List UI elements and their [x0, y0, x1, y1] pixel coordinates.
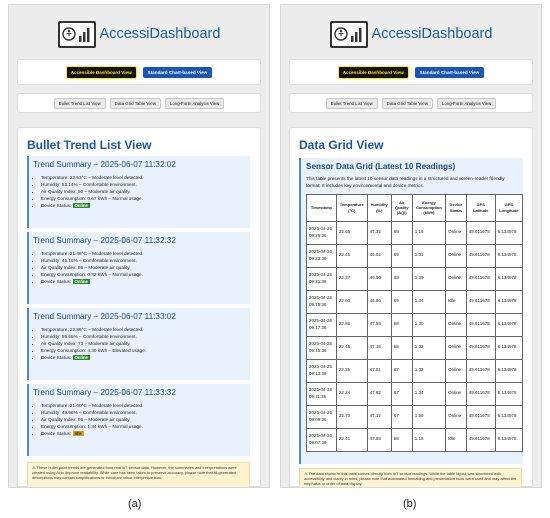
caption-b: (b)	[403, 498, 417, 510]
trend-item: • Humidity: 45.15% – Comfortable environment.	[41, 257, 250, 264]
trend-item: • Temperature: 21.48°C – Moderate level detected.	[41, 250, 250, 257]
table-cell: 47.32	[367, 221, 391, 244]
table-row	[307, 244, 523, 267]
table-cell: 68	[391, 336, 412, 359]
table-cell: 6.134978	[495, 290, 522, 313]
table-cell: 69	[391, 244, 412, 267]
accessible-view-button[interactable]: Accessible Dashboard View	[66, 66, 137, 79]
table-cell: 22.60	[336, 290, 367, 313]
data-notice: ⚠ The data shown in this table comes directly from IoT sensor readings. While the table layout was structured with accessibility and clarity in mind, please note that automated formatting and presentation tools were used and may affect the emphasis or order of data display.	[299, 468, 522, 488]
trend-item: • Temperature: 22.53°C – Moderate level detected.	[41, 174, 250, 181]
column-header: Air Quality (AQI)	[391, 194, 412, 221]
tab-bullet-trend[interactable]: Bullet Trend List View	[54, 98, 106, 109]
table-cell: Idle	[446, 290, 467, 313]
table-cell: 2025-04-26 09:09:36	[307, 405, 337, 428]
dashboard-logo-icon	[330, 21, 368, 48]
trend-status: • Device Status: Online	[41, 278, 250, 285]
panel-bullet-view	[8, 4, 270, 488]
table-cell: 47.55	[367, 313, 391, 336]
table-cell: 6.134978	[495, 221, 522, 244]
trend-item: • Energy Consumption: 1.34 kWh – Normal usage.	[41, 423, 250, 430]
column-header: Humidity (%)	[367, 194, 391, 221]
table-cell: 49.611678	[466, 382, 495, 405]
table-cell: 49.611678	[466, 267, 495, 290]
tab-long-form[interactable]: Long-Form Analysis View	[437, 98, 496, 109]
table-cell: 2025-04-26 09:11:36	[307, 382, 337, 405]
page-title: Bullet Trend List View	[27, 138, 152, 152]
trend-item: • Energy Consumption: 4.30 kWh – Elevated usage.	[41, 347, 250, 354]
table-cell: 49.611678	[466, 336, 495, 359]
trend-item: • Humidity: 49.96% – Comfortable environment.	[41, 409, 250, 416]
trend-item: • Air Quality Index: 73 – Moderate air quality.	[41, 340, 250, 347]
table-cell: 6.134978	[495, 336, 522, 359]
table-cell: Online	[446, 244, 467, 267]
panel-grid-view	[280, 4, 542, 488]
table-cell: 46.96	[367, 290, 391, 313]
table-cell: 49.611678	[466, 313, 495, 336]
trend-status: • Device Status: Online	[41, 202, 250, 209]
table-cell: 2025-04-26 09:23:36	[307, 244, 337, 267]
table-cell: 49.611678	[466, 359, 495, 382]
trend-card	[27, 232, 250, 304]
table-row	[307, 267, 523, 290]
trend-card	[27, 156, 250, 228]
subview-tabs	[289, 93, 533, 113]
subview-tabs	[17, 93, 261, 113]
table-cell: 49.611678	[466, 428, 495, 451]
status-badge: Idle	[74, 431, 82, 437]
trend-title: Trend Summary – 2025-06-07 11:32:02	[33, 160, 176, 169]
table-cell: 46.50	[367, 267, 391, 290]
table-cell: 6.134978	[495, 405, 522, 428]
table-cell: 1.39	[412, 267, 445, 290]
table-cell: 2025-04-26 09:17:36	[307, 313, 337, 336]
data-grid-card	[299, 158, 523, 464]
table-cell: 2025-04-26 09:13:36	[307, 359, 337, 382]
bullet-view-content	[17, 127, 261, 487]
table-cell: 47.12	[367, 405, 391, 428]
table-cell: 46.02	[367, 244, 391, 267]
column-header: Device Status	[446, 194, 467, 221]
trend-card	[27, 384, 250, 456]
trend-status: • Device Status: Idle	[41, 430, 250, 437]
table-cell: 1.34	[412, 382, 445, 405]
table-cell: 1.59	[412, 405, 445, 428]
column-header: Temperature (°C)	[336, 194, 367, 221]
tab-long-form[interactable]: Long-Form Analysis View	[165, 98, 224, 109]
caption-a: (a)	[128, 498, 142, 510]
table-cell: 1.33	[412, 359, 445, 382]
table-cell: Online	[446, 405, 467, 428]
table-cell: Online	[446, 267, 467, 290]
table-cell: 68	[391, 313, 412, 336]
trend-title: Trend Summary – 2025-06-07 11:32:32	[33, 236, 176, 245]
table-row	[307, 382, 523, 405]
standard-view-button[interactable]: Standard Chart-based View	[415, 67, 485, 78]
status-badge: Online	[74, 203, 88, 209]
table-row	[307, 405, 523, 428]
table-cell: 22.37	[336, 267, 367, 290]
table-cell: 22.70	[336, 405, 367, 428]
accessible-view-button[interactable]: Accessible Dashboard View	[338, 66, 409, 79]
table-cell: Online	[446, 313, 467, 336]
column-header: GPS Longitude	[495, 194, 522, 221]
trend-item: • Energy Consumption: 0.67 kWh – Normal usage.	[41, 195, 250, 202]
table-cell: 6.134978	[495, 428, 522, 451]
table-cell: 1.34	[412, 290, 445, 313]
table-cell: 1.31	[412, 244, 445, 267]
table-row	[307, 336, 523, 359]
table-cell: 1.30	[412, 313, 445, 336]
table-cell: Idle	[446, 428, 467, 451]
app-logo	[281, 15, 541, 53]
status-badge: Online	[74, 355, 88, 361]
status-badge: Online	[74, 279, 88, 285]
table-cell: Online	[446, 221, 467, 244]
table-cell: 49.611678	[466, 244, 495, 267]
trend-item: • Humidity: 55.55% – Comfortable environment.	[41, 333, 250, 340]
table-cell: 47.68	[367, 428, 391, 451]
table-cell: 49.611678	[466, 290, 495, 313]
table-cell: 68	[391, 267, 412, 290]
tab-data-grid[interactable]: Data Grid Table View	[382, 98, 433, 109]
trend-item: • Air Quality Index: 90 – Moderate air quality.	[41, 188, 250, 195]
grid-view-content	[289, 127, 533, 487]
table-cell: 22.41	[336, 428, 367, 451]
trend-title: Trend Summary – 2025-06-07 11:33:02	[33, 312, 176, 321]
table-cell: 1.16	[412, 221, 445, 244]
table-cell: 6.134978	[495, 313, 522, 336]
table-cell: 67	[391, 405, 412, 428]
table-row	[307, 428, 523, 451]
table-cell: 6.134978	[495, 359, 522, 382]
trend-card	[27, 308, 250, 380]
table-cell: 1.32	[412, 336, 445, 359]
table-row	[307, 290, 523, 313]
app-logo	[9, 15, 269, 53]
column-header: Timestamp	[307, 194, 337, 221]
table-cell: 47.81	[367, 359, 391, 382]
grid-description: This table presents the latest 10 sensor data readings in a structured and screen-reader friendly format. It includes key environmental and device metrics.	[306, 176, 505, 188]
trend-item: • Energy Consumption: 0.32 kWh – Normal usage.	[41, 271, 250, 278]
table-cell: 6.134978	[495, 382, 522, 405]
table-cell: 22.48	[336, 336, 367, 359]
table-cell: 22.86	[336, 313, 367, 336]
table-row	[307, 359, 523, 382]
trend-item: • Air Quality Index: 86 – Moderate air quality.	[41, 264, 250, 271]
sensor-data-table	[306, 194, 523, 452]
table-cell: Online	[446, 336, 467, 359]
table-body	[307, 221, 523, 451]
column-header: Energy Consumption (kWh)	[412, 194, 445, 221]
table-cell: 2025-04-26 09:19:36	[307, 290, 337, 313]
view-switcher	[17, 59, 261, 85]
table-cell: 69	[391, 290, 412, 313]
page-title: Data Grid View	[299, 138, 384, 152]
table-row	[307, 313, 523, 336]
ai-notice: ⚠ These bullet point trends are generated from real IoT sensor data. However, the summaries and interpretations were created using AI to improve readability. While care has been taken to preserve accuracy, please note that AI-generated descriptions may contain simplifications or introduce minor interpretive bias.	[27, 462, 250, 488]
app-name: AccessiDashboard	[99, 26, 221, 42]
trend-item: • Temperature: 21.60°C – Moderate level detected.	[41, 402, 250, 409]
view-switcher	[289, 59, 533, 85]
grid-title: Sensor Data Grid (Latest 10 Readings)	[306, 162, 456, 171]
table-cell: 2025-04-26 09:25:36	[307, 221, 337, 244]
table-cell: 6.134978	[495, 244, 522, 267]
table-cell: 2025-04-26 09:15:36	[307, 336, 337, 359]
table-cell: 22.45	[336, 244, 367, 267]
trend-title: Trend Summary – 2025-06-07 11:33:32	[33, 388, 176, 397]
table-cell: 69	[391, 221, 412, 244]
column-header: GPS Latitude	[466, 194, 495, 221]
tab-data-grid[interactable]: Data Grid Table View	[110, 98, 161, 109]
table-cell: 2025-04-26 09:07:36	[307, 428, 337, 451]
table-cell: Online	[446, 359, 467, 382]
table-cell: 47.15	[367, 336, 391, 359]
table-cell: 6.134978	[495, 267, 522, 290]
trend-item: • Air Quality Index: 95 – Moderate air quality.	[41, 416, 250, 423]
trend-item: • Humidity: 53.14% – Comfortable environment.	[41, 181, 250, 188]
table-cell: 49.611678	[466, 405, 495, 428]
table-cell: 22.24	[336, 382, 367, 405]
trend-status: • Device Status: Online	[41, 354, 250, 361]
table-header-row	[307, 194, 523, 221]
table-cell: 22.35	[336, 359, 367, 382]
table-cell: 22.66	[336, 221, 367, 244]
table-cell: 2025-04-26 09:21:36	[307, 267, 337, 290]
dashboard-logo-icon	[58, 21, 96, 48]
table-cell: 67	[391, 359, 412, 382]
tab-bullet-trend[interactable]: Bullet Trend List View	[326, 98, 378, 109]
table-cell: 67	[391, 382, 412, 405]
trend-item: • Temperature: 22.86°C – Moderate level detected.	[41, 326, 250, 333]
table-cell: 47.82	[367, 382, 391, 405]
app-name: AccessiDashboard	[371, 26, 493, 42]
table-cell: 49.611678	[466, 221, 495, 244]
table-cell: 68	[391, 428, 412, 451]
table-row	[307, 221, 523, 244]
standard-view-button[interactable]: Standard Chart-based View	[143, 67, 213, 78]
table-cell: Online	[446, 382, 467, 405]
table-cell: 1.18	[412, 428, 445, 451]
